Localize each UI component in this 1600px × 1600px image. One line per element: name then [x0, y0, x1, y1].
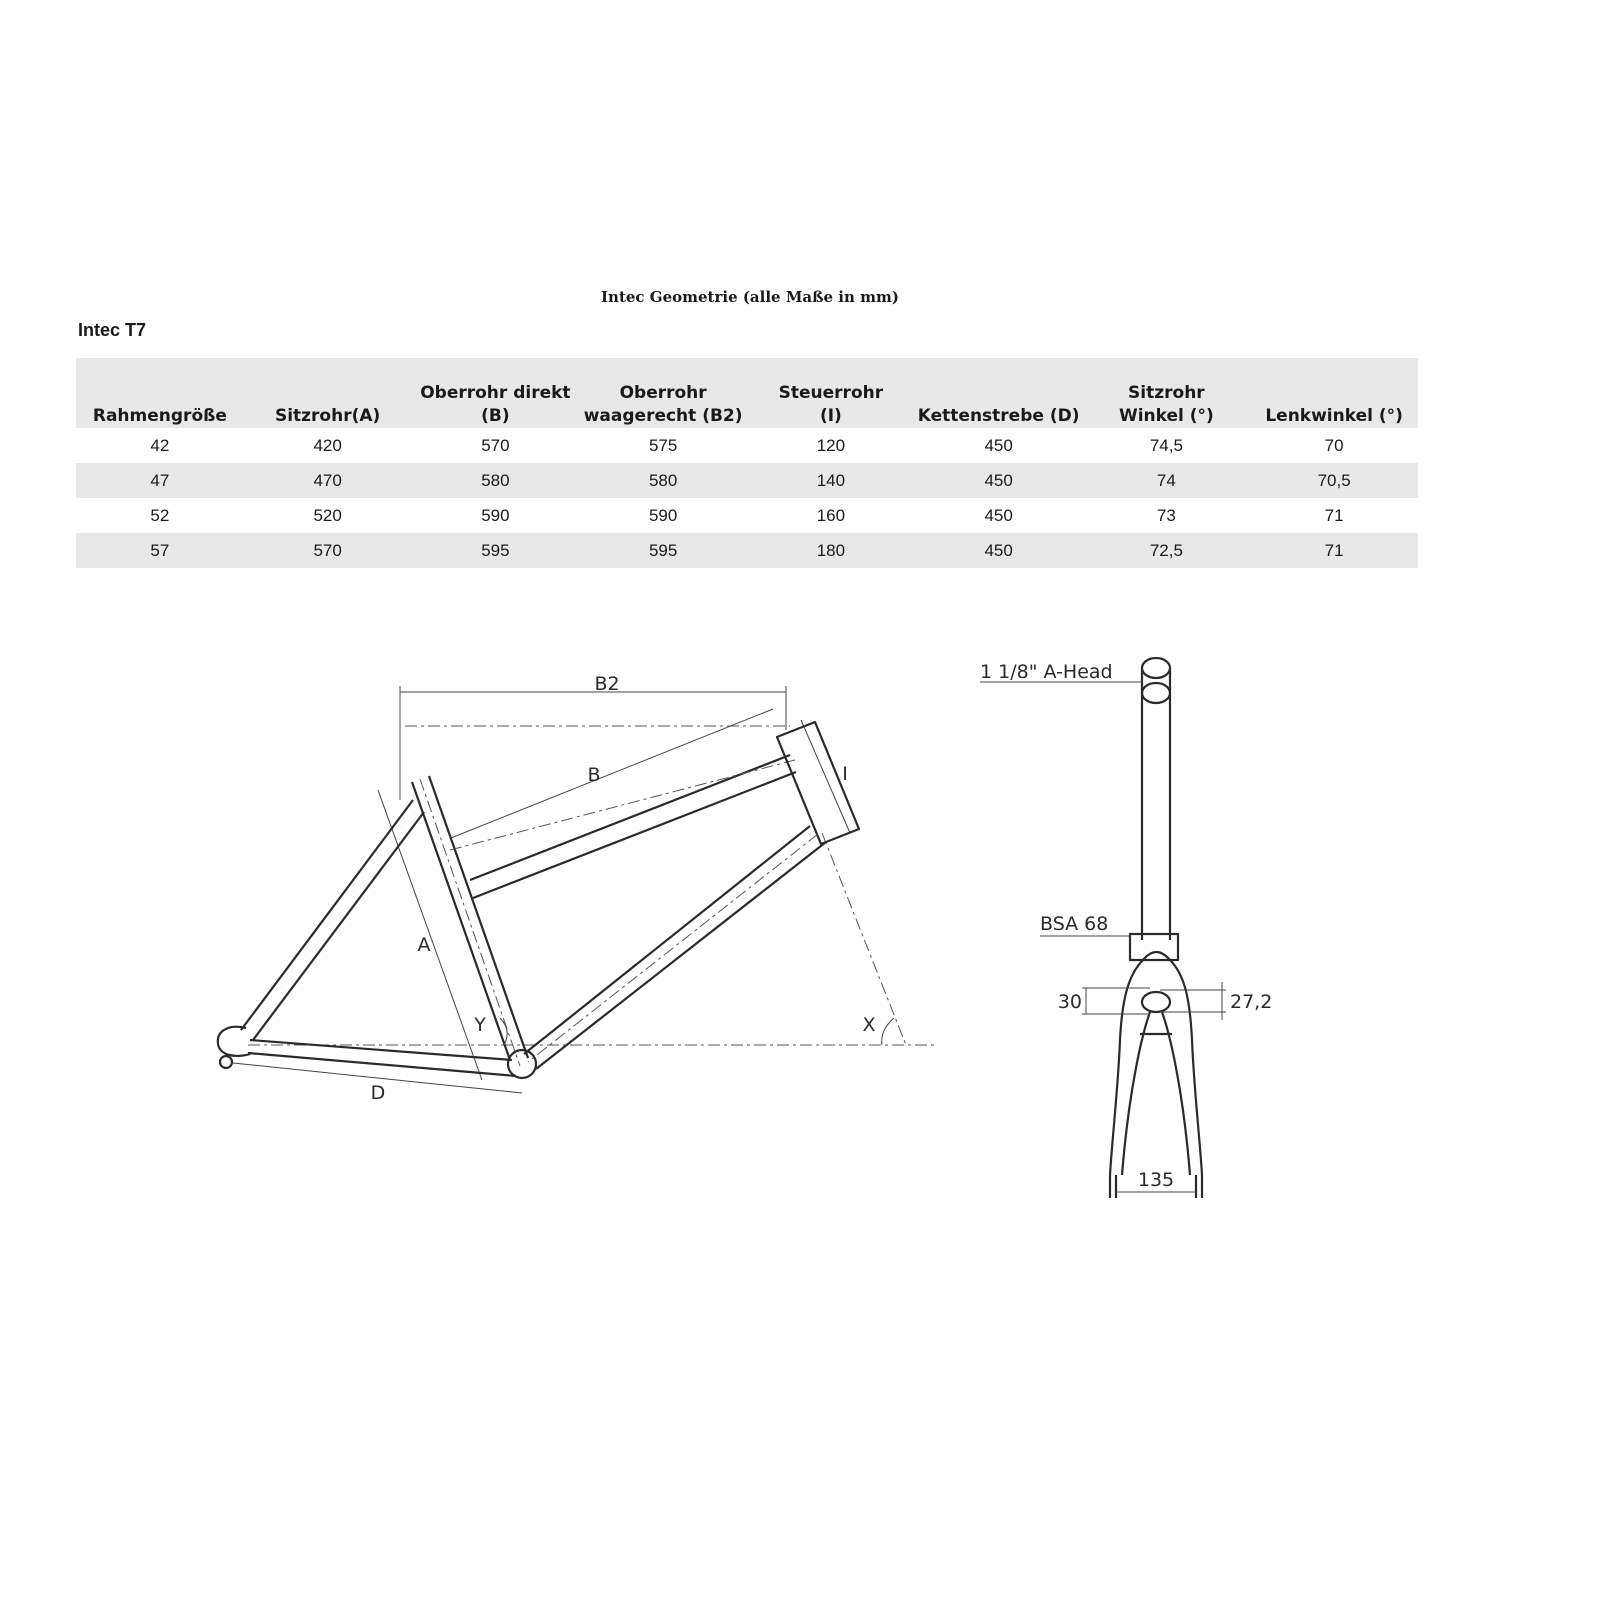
table-cell: 595 — [412, 533, 580, 568]
rear-dropout — [218, 1027, 250, 1056]
label-b: B — [587, 764, 601, 786]
down-tube-outline-bottom — [536, 842, 826, 1069]
table-cell: 120 — [816, 435, 846, 455]
headset-ellipse — [1142, 683, 1170, 703]
table-cell: 74 — [1083, 463, 1251, 498]
table-cell: 470 — [244, 463, 412, 498]
table-cell: 52 — [150, 505, 170, 525]
rear-axle — [220, 1056, 232, 1068]
table-cell: 450 — [984, 505, 1013, 525]
table-cell: 71 — [1324, 505, 1344, 525]
table-cell: 580 — [412, 463, 580, 498]
table-cell: 590 — [648, 505, 678, 525]
table-cell: 57 — [76, 533, 244, 568]
model-title: Intec T7 — [78, 320, 147, 340]
table-cell: 575 — [648, 435, 678, 455]
header-frame-size: Rahmengröße — [76, 358, 244, 428]
label-bsa: BSA 68 — [1040, 913, 1109, 935]
label-x: X — [862, 1014, 876, 1036]
table-cell: 595 — [579, 533, 747, 568]
bottom-bracket-shell — [508, 1050, 536, 1078]
header-head-angle: Lenkwinkel (°) — [1250, 358, 1418, 428]
label-a: A — [417, 934, 431, 956]
header-chainstay: Kettenstrebe (D) — [915, 358, 1083, 428]
fork-leg-right-inner — [1162, 1012, 1190, 1175]
top-tube-outline-bottom — [473, 772, 796, 898]
fork-crown — [1143, 952, 1170, 960]
table-cell: 180 — [747, 533, 915, 568]
steerer-top-ellipse — [1142, 658, 1170, 678]
table-cell: 450 — [984, 435, 1013, 455]
seat-stay-outline-bottom — [253, 812, 424, 1040]
table-cell: 70,5 — [1250, 463, 1418, 498]
frame-drawing — [218, 673, 935, 1104]
label-dim-135: 135 — [1137, 1169, 1175, 1191]
header-seat-angle: Sitzrohr Winkel (°) — [1083, 358, 1251, 428]
down-tube-centerline — [528, 834, 818, 1062]
label-dim-27: 27,2 — [1230, 991, 1273, 1013]
table-cell: 71 — [1250, 533, 1418, 568]
table-cell: 42 — [150, 435, 170, 455]
header-top-tube-direct: Oberrohr direkt (B) — [412, 358, 580, 428]
seat-tube-outline-left — [412, 782, 510, 1060]
document-title: Intec Geometrie (alle Maße in mm) — [601, 288, 899, 306]
b-dimension-line — [451, 709, 773, 838]
front-view-drawing — [980, 658, 1272, 1198]
table-cell: 420 — [313, 435, 342, 455]
table-cell: 590 — [481, 505, 510, 525]
header-seat-tube: Sitzrohr(A) — [244, 358, 412, 428]
table-cell: 72,5 — [1083, 533, 1251, 568]
header-top-tube-horizontal: Oberrohr waagerecht (B2) — [579, 358, 747, 428]
head-angle-arc — [882, 1018, 894, 1045]
label-d: D — [370, 1082, 386, 1104]
table-cell: 580 — [579, 463, 747, 498]
table-cell: 450 — [915, 533, 1083, 568]
label-y: Y — [474, 1014, 486, 1036]
top-tube-centerline — [450, 760, 795, 850]
label-headset: 1 1/8" A-Head — [980, 661, 1113, 683]
label-b2: B2 — [594, 673, 620, 695]
fork-leg-left-inner — [1122, 1012, 1150, 1175]
table-cell: 70 — [1324, 435, 1344, 455]
table-cell: 140 — [747, 463, 915, 498]
table-cell: 74,5 — [1149, 435, 1183, 455]
fork-leg-left-outer — [1110, 960, 1143, 1175]
table-cell: 160 — [816, 505, 846, 525]
table-cell: 570 — [244, 533, 412, 568]
header-head-tube: Steuerrohr (I) — [747, 358, 915, 428]
table-cell: 450 — [915, 463, 1083, 498]
table-cell: 47 — [76, 463, 244, 498]
table-cell: 570 — [481, 435, 510, 455]
table-cell: 520 — [313, 505, 342, 525]
table-cell: 73 — [1156, 505, 1176, 525]
bb-ellipse — [1142, 992, 1170, 1012]
seat-tube-centerline — [417, 779, 520, 1066]
seat-stay-outline-top — [241, 800, 413, 1030]
label-dim-30: 30 — [1057, 991, 1082, 1013]
label-i: I — [842, 763, 848, 785]
